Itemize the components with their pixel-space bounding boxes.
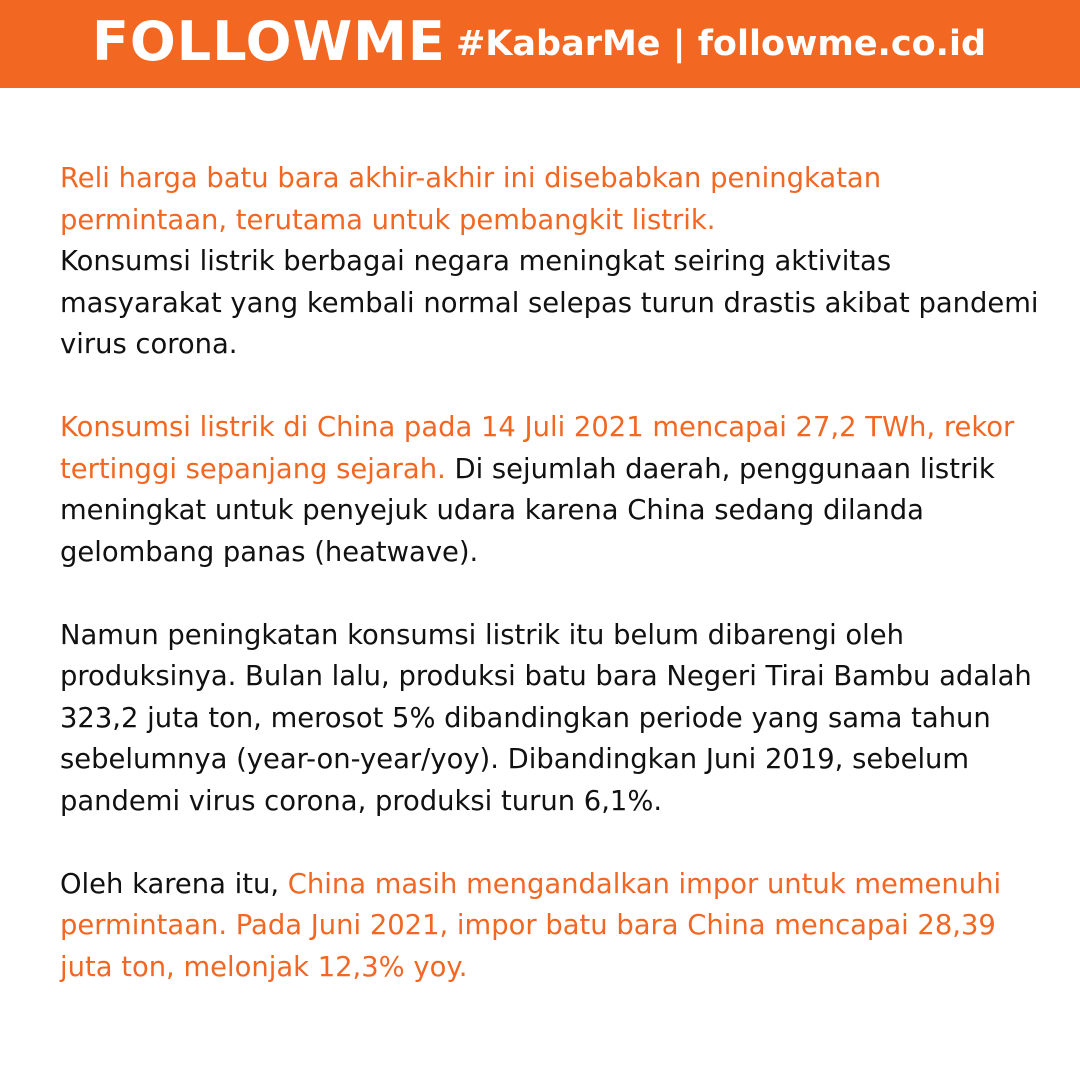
paragraph-2	[60, 407, 1040, 573]
paragraph-2-highlight: Konsumsi listrik di China pada 14 Juli 2021 mencapai 27,2 TWh, rekor tertinggi sepanjang sejarah.	[60, 412, 1015, 485]
paragraph-1	[60, 158, 1040, 366]
paragraph-3-text: Namun peningkatan konsumsi listrik itu belum dibarengi oleh produksinya. Bulan lalu, produksi batu bara Negeri Tirai Bambu adalah 323,2 juta ton, merosot 5% dibandingkan periode yang sama tahun sebelumnya (year-on-year/yoy). Dibandingkan Juni 2019, sebelum pandemi virus corona, produksi turun 6,1%.	[60, 619, 1032, 817]
paragraph-4-highlight: China masih mengandalkan impor untuk memenuhi permintaan. Pada Juni 2021, impor batu bara China mencapai 28,39 juta ton, melonjak 12,3% yoy.	[60, 868, 1002, 983]
paragraph-3	[60, 615, 1040, 823]
article-body	[60, 158, 1040, 1030]
header-tagline: #KabarMe | followme.co.id	[455, 24, 986, 64]
paragraph-1-highlight: Reli harga batu bara akhir-akhir ini disebabkan peningkatan permintaan, terutama untuk pembangkit listrik.	[60, 163, 882, 236]
brand-logo: FOLLOWME	[92, 10, 446, 73]
header-bar	[0, 0, 1080, 88]
paragraph-2-text: Di sejumlah daerah, penggunaan listrik meningkat untuk penyejuk udara karena China sedang dilanda gelombang panas (heatwave).	[60, 453, 995, 568]
paragraph-4	[60, 864, 1040, 989]
paragraph-1-text: Konsumsi listrik berbagai negara meningkat seiring aktivitas masyarakat yang kembali normal selepas turun drastis akibat pandemi virus corona.	[60, 246, 1039, 360]
paragraph-4-text: Oleh karena itu,	[60, 868, 288, 900]
